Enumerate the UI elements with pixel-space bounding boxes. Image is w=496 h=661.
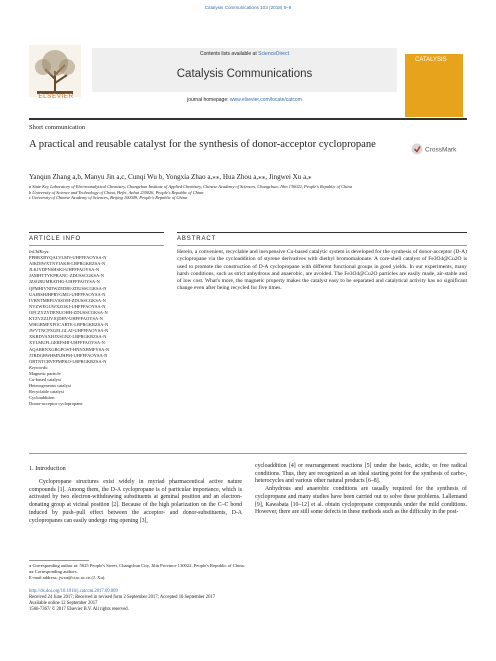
sciencedirect-link[interactable]: ScienceDirect <box>258 51 289 57</box>
inchikey-item: JTRDGRWHMNJHPM-UHFFFAOYSA-N <box>29 352 108 358</box>
abstract-subrule <box>177 245 467 246</box>
inchikeys-label: InChIKeys: <box>29 249 50 254</box>
affiliations <box>29 184 439 201</box>
inchikey-item: JLKJYDPNSHSKI-UHFFFAOYSA-N <box>29 267 100 273</box>
homepage-line: journal homepage: www.elsevier.com/locate/catcom <box>187 97 302 103</box>
inchikey-item: JAMHTTYKPRANC-ZDUSSCGKSA-N <box>29 273 105 279</box>
inchikey-item: OPCZYZYDENUOHH-ZDUSSCGKSA-N <box>29 309 108 315</box>
inchikeys-list <box>29 255 164 365</box>
info-rule <box>29 232 164 233</box>
crossmark-label: CrossMark <box>425 146 457 154</box>
copyright: 1566-7367/ © 2017 Elsevier B.V. All rights reserved. <box>29 607 129 612</box>
homepage-link[interactable]: www.elsevier.com/locate/catcom <box>229 97 302 103</box>
journal-cover <box>405 45 463 117</box>
publication-info <box>29 589 329 613</box>
abstract-heading: ABSTRACT <box>177 236 217 242</box>
inchikey-item: IVBNTMRFLVSSOM-ZDUSSCGKSA-N <box>29 297 106 303</box>
affiliation-a: a State Key Laboratory of Electroanalytical Chemistry, Changchun Institute of Applied Chemistry, Chinese Academy of Sciences, Changchun, Jilin 130022, People's Republic of China <box>29 184 352 189</box>
inchikey-item: JWVTNCPXGELGLAT-UHFFFAOYSA-N <box>29 328 109 334</box>
keyword-item: Donor-acceptor cyclopropane <box>29 401 83 407</box>
cover-title: CATALYSIS <box>415 57 447 63</box>
footnote-email: E-mail address: jwxu@ciac.ac.cn (J. Xu). <box>29 575 106 580</box>
inchikey-item: WHGBMFXPOCARTE-LBPRGKRZSA-N <box>29 322 109 328</box>
journal-reference[interactable]: Catalysis Communications 103 (2018) 5–9 <box>204 5 292 10</box>
keyword-item: Magnetic particle <box>29 370 61 376</box>
body-rule <box>29 453 467 454</box>
keyword-item: Heterogeneous catalyst <box>29 383 71 389</box>
affiliation-c: c University of Chinese Academy of Sciences, Beijing 100049, People's Republic of China <box>29 195 188 201</box>
crossmark-badge[interactable] <box>411 143 465 155</box>
info-subrule <box>29 245 164 246</box>
intro-heading: 1. Introduction <box>29 465 66 472</box>
inchikey-item: XYLMUFLGERFSHI-UHFFFAOYSA-N <box>29 340 105 346</box>
footnotes <box>29 563 467 581</box>
article-type: Short communication <box>29 124 86 131</box>
keywords-list <box>29 371 164 408</box>
available-online: Available online 12 September 2017 <box>29 601 98 606</box>
footnote-1: ⁎ Corresponding author at: 5625 People's Street, Changchun City, Jilin Province 130022, People's Republic of China. <box>29 563 245 568</box>
inchikey-item: UAJRSHJHPRVGMG-UHFFFAOYSA-N <box>29 291 106 297</box>
footnote-rule <box>29 560 89 561</box>
keyword-item: Cycloaddition <box>29 395 55 401</box>
received-dates: Received 24 June 2017; Received in revised form 2 September 2017; Accepted 10 September 2017 <box>29 595 216 600</box>
contents-line: Contents lists available at ScienceDirect <box>200 51 289 57</box>
affiliation-b: b University of Science and Technology of China, Hefei, Anhui 230026, People's Republic of China <box>29 189 204 195</box>
intro-column-2 <box>255 463 467 517</box>
article-title: A practical and reusable catalyst for the synthesis of donor-acceptor cyclopropane <box>29 139 376 150</box>
article-info <box>29 249 164 407</box>
inchikey-item: AIKDIWXTNYIAKH-LBPRGKRZSA-N <box>29 261 106 267</box>
journal-title: Catalysis Communications <box>176 68 313 80</box>
publisher-name: ELSEVIER <box>38 93 74 100</box>
inchikey-item: QPMHIVNDWZEDRI-ZDUSSCGKSA-N <box>29 285 107 291</box>
inchikey-item: OBTNTCRVFPMPKO-LBPRGKRZSA-N <box>29 358 107 364</box>
masthead-rule <box>29 118 467 120</box>
abstract-text: Herein, a convenient, recyclable and inexpensive Cu-based catalytic system is developed for the synthesis of donor-acceptor (D-A) cyclopropane via the cycloaddition of styrene derivatives with diethyl bromomalonate. A core-shell catalyst of Fe3O4@Cu2O is used to promote the construction of D-A cyclopropane with different functional groups in good yields. In our experiments, many harsh conditions, such as strict anhydrous and anaerobic, are avoided. The Fe3O4@Cu2O particles are easily made, air-stable and of low cost. What's more, the magnetic property makes the catalyst easy to be separated and catalytical activity has no significant change even after being recycled for five times. <box>177 249 467 292</box>
intro-col2-para2: Anhydrous and anaerobic conditions are usually required for the synthesis of cyclopropane and many studies have been carried out to solve these problems. Lallemand [9], Kawabata [10–12] et al. obtain cyclopropane compounds under the mild conditions. However, there are still some defects in these methods such as the difficulty in the post- <box>255 486 467 516</box>
doi-link[interactable]: http://dx.doi.org/10.1016/j.catcom.2017.09.009 <box>29 589 118 594</box>
inchikey-item: JZSGRUMBATHG-UHFFFAOYSA-N <box>29 279 100 285</box>
inchikey-item: NVZWEGUWXZOKI-UHFFFAOYSA-N <box>29 303 106 309</box>
keyword-item: Recyclable catalyst <box>29 389 64 395</box>
footnote-2: ⁎⁎ Corresponding authors. <box>29 569 78 574</box>
author-list: Yanqun Zhang a,b, Manyu Jin a,c, Cunqi Wu b, Yongxia Zhao a,⁎⁎, Hua Zhou a,⁎⁎, Jingwei Xu a,⁎ <box>29 173 312 181</box>
intro-column-1: Cyclopropane structures exist widely in myriad pharmaceutical active nature compounds [1]. Among them, the D-A cyclopropane is of particular importance, which is activated by two electron-withdrawing substituents at geminal position and an electron-donating group at vicinal position [2]. Because of the high polarization on the C–C bond induced by push–pull effect between the acceptor- and donor-substituents, D-A cyclopropanes can easily undergo ring opening [3], <box>29 479 242 524</box>
intro-col2-para1: cycloaddition [4] or rearrangement reactions [5] under the basic, acidic, or free radical conditions. Thus, they are recognized as an ideal starting point for the synthesis of carbo-, heterocycles and various other natural products [6–8]. <box>255 463 467 485</box>
abstract-rule <box>177 232 467 233</box>
inchikey-item: XKBDVAXHJXSGNZ-LBPRGKRZSA-N <box>29 334 107 340</box>
inchikey-item: AQABRNXGBGPOST-HNNXBMFYSA-N <box>29 346 110 352</box>
inchikey-item: PPBRXRYQALVLMV-UHFFFAOYSA-N <box>29 255 107 261</box>
elsevier-tree-logo <box>29 45 81 97</box>
inchikey-item: KTZVZZJJVJQDHV-UHFFFAOYSA-N <box>29 316 104 322</box>
keywords-label: Keywords: <box>29 364 49 370</box>
article-info-heading: ARTICLE INFO <box>29 236 82 242</box>
keyword-item: Cu-based catalyst <box>29 376 61 382</box>
